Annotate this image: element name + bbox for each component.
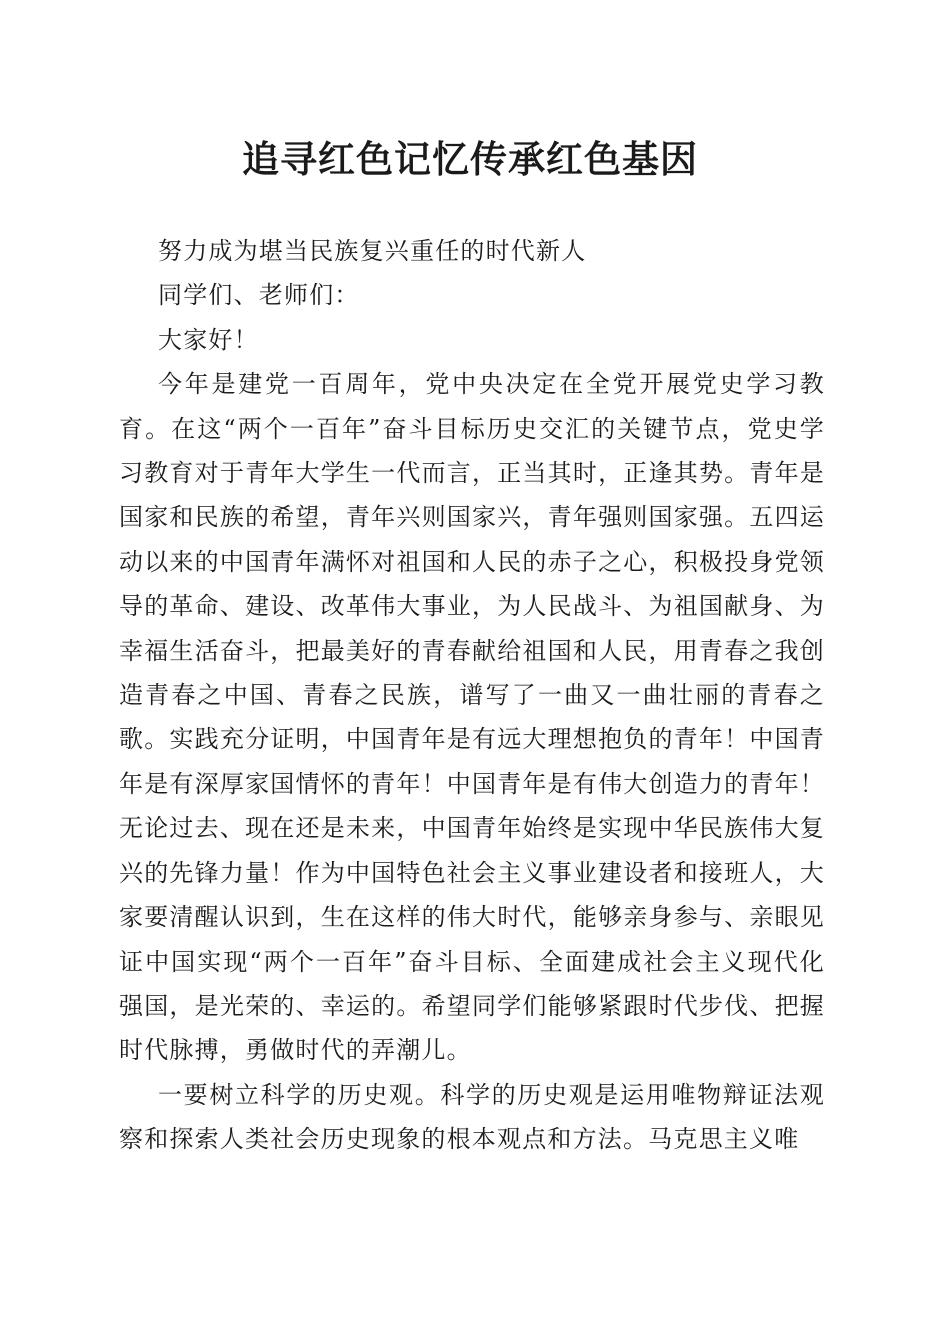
salutation-paragraph: 同学们、老师们： (158, 281, 360, 310)
document-body (119, 229, 825, 1162)
body-paragraph: 一要树立科学的历史观。科学的历史观是运用唯物辩证法观察和探索人类社会历史现象的根本观点和方法。马克思主义唯 (119, 1080, 825, 1154)
greeting-paragraph: 大家好！ (158, 325, 259, 354)
body-paragraph: 今年是建党一百周年，党中央决定在全党开展党史学习教育。在这“两个一百年”奋斗目标历史交汇的关键节点，党史学习教育对于青年大学生一代而言，正当其时，正逢其势。青年是国家和民族的希望，青年兴则国家兴，青年强则国家强。五四运动以来的中国青年满怀对祖国和人民的赤子之心，积极投身党领导的革命、建设、改革伟大事业，为人民战斗、为祖国献身、为幸福生活奋斗，把最美好的青春献给祖国和人民，用青春之我创造青春之中国、青春之民族，谱写了一曲又一曲壮丽的青春之歌。实践充分证明，中国青年是有远大理想抱负的青年！中国青年是有深厚家国情怀的青年！中国青年是有伟大创造力的青年！无论过去、现在还是未来，中国青年始终是实现中华民族伟大复兴的先锋力量！作为中国特色社会主义事业建设者和接班人，大家要清醒认识到，生在这样的伟大时代，能够亲身参与、亲眼见证中国实现“两个一百年”奋斗目标、全面建成社会主义现代化强国，是光荣的、幸运的。希望同学们能够紧跟时代步伐、把握时代脉搏，勇做时代的弄潮儿。 (119, 370, 825, 1065)
subtitle-paragraph: 努力成为堪当民族复兴重任的时代新人 (158, 237, 587, 265)
document-title: 追寻红色记忆传承红色基因 (242, 137, 698, 181)
